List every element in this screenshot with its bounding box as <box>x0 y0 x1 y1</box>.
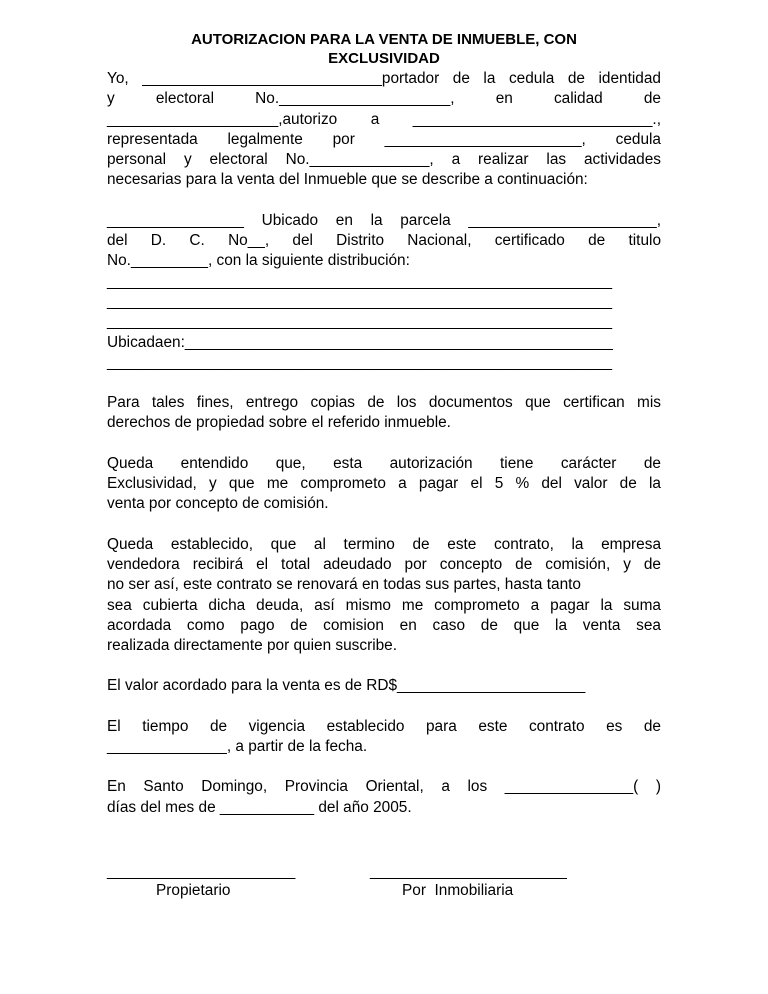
text-line: representada legalmente por _______________________, cedula <box>107 130 661 148</box>
text-line: ________________ Ubicado en la parcela ______________________, <box>107 211 661 229</box>
owner-signature-line: ______________________ <box>107 863 296 880</box>
text-line: personal y electoral No.______________, a realizar las actividades <box>107 151 661 169</box>
agency-signature-label: Por Inmobiliaria <box>402 882 514 899</box>
text-line: vendedora recibirá el total adeudado por concepto de comisión, y de <box>107 555 661 573</box>
text-line: sea cubierta dicha deuda, así mismo me comprometo a pagar la suma <box>107 596 661 614</box>
text-line: del D. C. No__, del Distrito Nacional, certificado de titulo <box>107 232 661 250</box>
paragraph-identity <box>107 69 661 191</box>
title-line-2: EXCLUSIVIDAD <box>328 50 440 67</box>
text-line: ______________, a partir de la fecha. <box>107 738 368 756</box>
text-line: ____________________,autorizo a ____________________________., <box>107 110 661 128</box>
text-line: días del mes de ___________ del año 2005. <box>107 798 412 816</box>
paragraph-property <box>107 211 661 373</box>
text-line: En Santo Domingo, Provincia Oriental, a los _______________( ) <box>107 778 661 796</box>
paragraph-term <box>107 717 661 758</box>
document-title <box>107 30 661 68</box>
blank-line: ___________________________________________________________ <box>107 292 613 310</box>
text-line: derechos de propiedad sobre el referido inmueble. <box>107 414 451 432</box>
text-line: realizada directamente por quien suscribe. <box>107 637 398 655</box>
paragraph-date <box>107 777 661 818</box>
text-line: Ubicadaen:__________________________________________________ <box>107 333 613 351</box>
text-line: necesarias para la venta del Inmueble que se describe a continuación: <box>107 171 588 189</box>
text-line: Para tales fines, entrego copias de los documentos que certifican mis <box>107 394 661 412</box>
text-line: El tiempo de vigencia establecido para este contrato es de <box>107 717 661 735</box>
text-line: no ser así, este contrato se renovará en todas sus partes, hasta tanto <box>107 576 581 594</box>
paragraph-exclusivity <box>107 454 661 515</box>
owner-signature-label: Propietario <box>156 882 231 899</box>
text-line: y electoral No.____________________, en calidad de <box>107 90 661 108</box>
paragraph-documents <box>107 393 661 434</box>
agency-signature-line: _______________________ <box>370 863 567 880</box>
document-page <box>107 30 661 818</box>
text-line: venta por concepto de comisión. <box>107 495 329 513</box>
text-line: Queda entendido que, esta autorización tiene carácter de <box>107 454 661 472</box>
blank-line: ___________________________________________________________ <box>107 272 613 290</box>
title-line-1: AUTORIZACION PARA LA VENTA DE INMUEBLE, CON <box>191 31 577 48</box>
text-line: acordada como pago de comision en caso de que la venta sea <box>107 616 661 634</box>
text-line: Yo, ____________________________portador de la cedula de identidad <box>107 70 661 87</box>
text-line: Queda establecido, que al termino de este contrato, la empresa <box>107 535 661 553</box>
paragraph-value <box>107 676 661 696</box>
blank-line: ___________________________________________________________ <box>107 313 613 331</box>
blank-line: ___________________________________________________________ <box>107 353 613 371</box>
text-line: No._________, con la siguiente distribución: <box>107 252 410 270</box>
text-line: Exclusividad, y que me comprometo a pagar el 5 % del valor de la <box>107 475 661 493</box>
paragraph-commission <box>107 535 661 657</box>
text-line: El valor acordado para la venta es de RD$______________________ <box>107 677 586 695</box>
